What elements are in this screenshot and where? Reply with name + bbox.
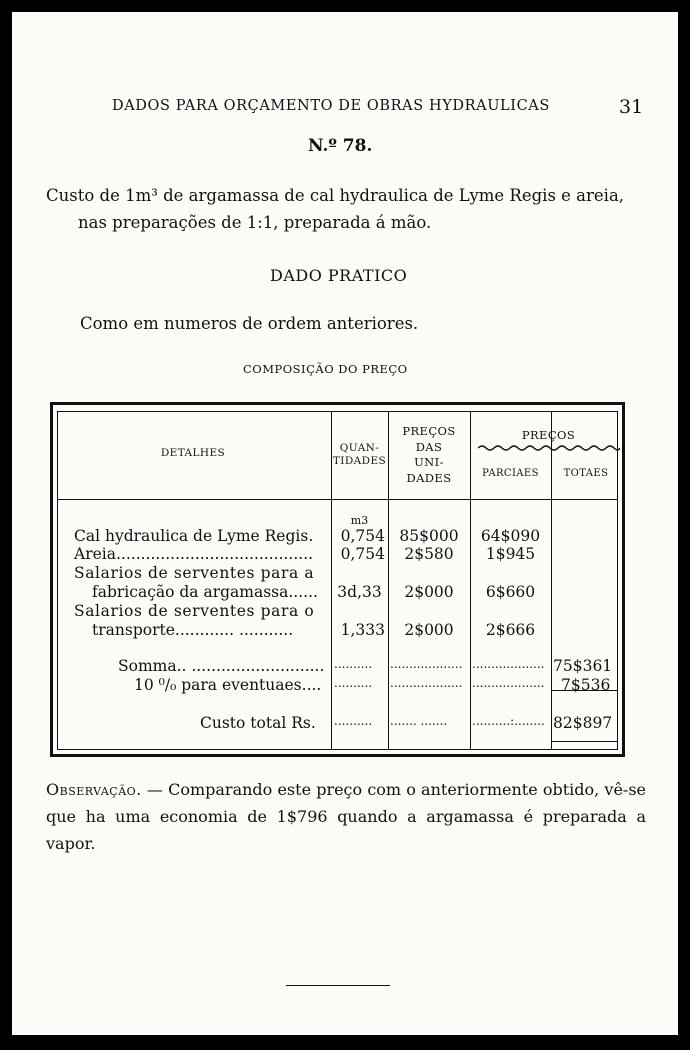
row2-detail-text: Areia xyxy=(74,545,116,563)
observation-paragraph xyxy=(46,776,646,857)
entry-description xyxy=(46,182,646,236)
somma-total: 75$361 xyxy=(553,657,613,675)
custo-dots-2: ....... ....... xyxy=(390,714,448,728)
row4-detail-line1: Salarios de serventes para o xyxy=(74,602,315,620)
row4-qty: 1,333 xyxy=(340,621,385,639)
row1-partial: 64$090 xyxy=(480,527,541,545)
row3-detail-line2: fabricação da argamassa...... xyxy=(92,583,318,601)
somma-dots-3: ................... xyxy=(472,657,545,671)
row2-detail: Areia........................................ xyxy=(74,545,314,563)
row1-detail: Cal hydraulica de Lyme Regis. xyxy=(74,527,314,545)
wavy-rule xyxy=(478,444,620,452)
somma-label-text: Somma.. xyxy=(118,657,187,675)
row4-partial: 2$666 xyxy=(485,621,536,639)
row4-unit-price: 2$000 xyxy=(404,621,454,639)
price-table xyxy=(50,402,625,757)
header-pu-1: PREÇOS xyxy=(402,424,456,438)
section-title: DADO PRATICO xyxy=(270,266,408,285)
somma-dots: .......... xyxy=(334,657,373,671)
custo-total-value: 82$897 xyxy=(553,714,613,732)
row2-partial: 1$945 xyxy=(485,545,536,563)
header-quantidades-2: TIDADES xyxy=(332,455,387,467)
row1-qty: 0,754 xyxy=(340,527,385,545)
row3-partial: 6$660 xyxy=(485,583,536,601)
custo-total-label: Custo total Rs. xyxy=(200,714,316,732)
eventuaes-total: 7$536 xyxy=(561,676,611,694)
description-line-1: Custo de 1m³ de argamassa de cal hydraulica de Lyme Regis e areia, xyxy=(46,186,625,205)
header-parciaes: PARCIAES xyxy=(482,468,539,479)
header-quantidades-1: QUAN- xyxy=(339,442,380,454)
row4-detail-line2: transporte............ ........... xyxy=(92,621,294,639)
table-title: COMPOSIÇÃO DO PREÇO xyxy=(243,362,408,376)
header-pu-2: DAS xyxy=(415,439,443,454)
header-pu-3: UNI- xyxy=(414,455,444,469)
page-number: 31 xyxy=(619,96,644,118)
eventuaes-label: 10 ⁰/₀ para eventuaes.... xyxy=(134,676,322,694)
eventuaes-dots-3: ................... xyxy=(472,676,545,690)
row3-detail-line1: Salarios de serventes para a xyxy=(74,564,315,582)
row4-detail-text: transporte xyxy=(92,621,175,639)
total-rule xyxy=(551,741,617,742)
header-precos-unidades xyxy=(388,424,470,486)
custo-dots-3: ..........:........ xyxy=(472,714,545,728)
footer-rule xyxy=(286,985,390,986)
row3-unit-price: 2$000 xyxy=(404,583,454,601)
custo-dots: .......... xyxy=(334,714,373,728)
header-precos: PREÇOS xyxy=(521,428,576,442)
row3-qty: 3d,33 xyxy=(337,583,382,601)
header-rule xyxy=(58,499,617,500)
book-page xyxy=(12,12,678,1035)
description-line-2: nas preparações de 1:1, preparada á mão. xyxy=(78,213,432,232)
unit-label: m3 xyxy=(350,514,369,527)
observation-label: Observação. xyxy=(46,780,142,799)
header-totaes: TOTAES xyxy=(563,468,609,479)
header-detalhes: DETALHES xyxy=(160,447,226,459)
eventuaes-dots: .......... xyxy=(334,676,373,690)
header-quantidades xyxy=(331,442,388,468)
col-rule-partial xyxy=(470,412,471,749)
col-rule-total xyxy=(551,412,552,749)
row1-unit-price: 85$000 xyxy=(399,527,459,545)
somma-dots-2: ................... xyxy=(390,657,463,671)
observation-text: — Comparando este preço com o anteriormente obtido, vê-se que ha uma economia de 1$796 quando a argamassa é preparada a vapor. xyxy=(46,780,646,853)
entry-number: N.º 78. xyxy=(308,136,373,156)
somma-label: Somma.. ........................... xyxy=(118,657,325,675)
eventuaes-label-text: 10 ⁰/₀ para eventuaes xyxy=(134,676,302,694)
eventuaes-dots-2: ................... xyxy=(390,676,463,690)
intro-text: Como em numeros de ordem anteriores. xyxy=(80,314,419,333)
running-header: DADOS PARA ORÇAMENTO DE OBRAS HYDRAULICAS xyxy=(112,98,550,114)
header-pu-4: DADES xyxy=(406,470,452,485)
row2-qty: 0,754 xyxy=(340,545,385,563)
row2-unit-price: 2$580 xyxy=(404,545,454,563)
price-table-inner xyxy=(57,411,618,750)
